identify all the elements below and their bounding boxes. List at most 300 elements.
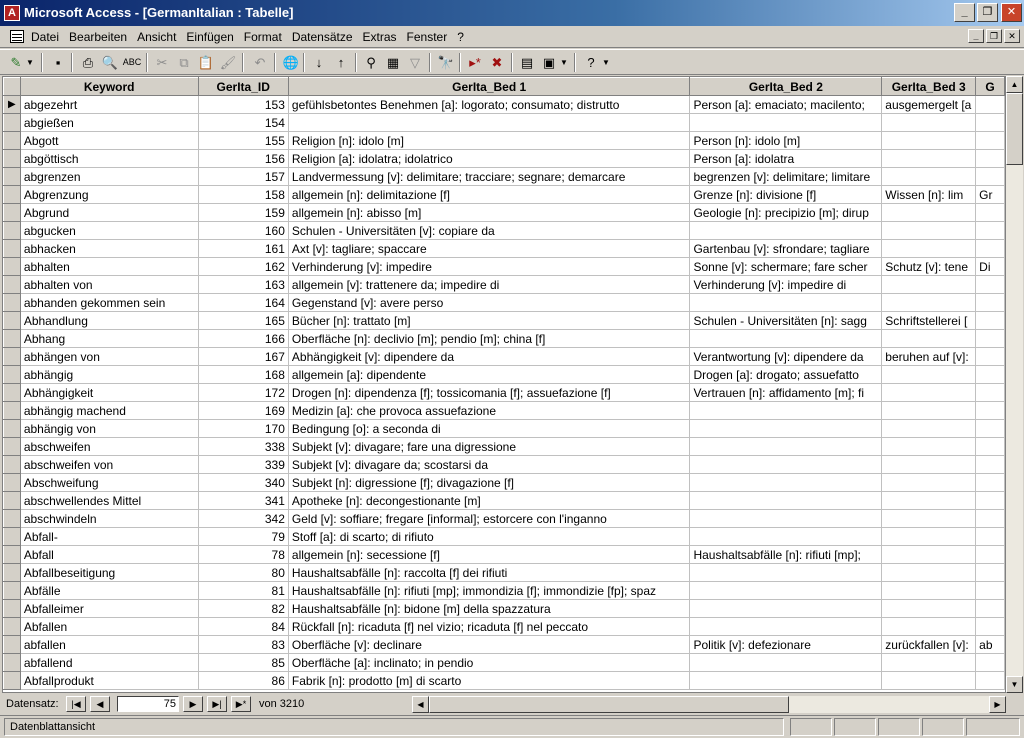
record-selector[interactable] [4, 456, 21, 474]
column-header[interactable]: GerIta_Bed 3 [882, 78, 976, 96]
find-icon[interactable]: 🔭 [437, 55, 455, 70]
record-selector[interactable] [4, 600, 21, 618]
record-selector[interactable] [4, 654, 21, 672]
table-cell[interactable]: Sonne [v]: schermare; fare scher [690, 258, 882, 276]
table-cell[interactable]: beruhen auf [v]: [882, 348, 976, 366]
table-row[interactable] [4, 528, 1005, 546]
table-cell[interactable] [882, 654, 976, 672]
first-record-icon[interactable]: |◀ [66, 696, 86, 712]
table-cell[interactable]: Bücher [n]: trattato [m] [288, 312, 690, 330]
menu-extras[interactable]: Extras [362, 30, 397, 44]
table-cell[interactable]: Abgott [20, 132, 198, 150]
table-cell[interactable] [882, 384, 976, 402]
record-selector[interactable] [4, 132, 21, 150]
table-cell[interactable]: Verantwortung [v]: dipendere da [690, 348, 882, 366]
doc-minimize-button[interactable]: _ [968, 29, 984, 43]
table-cell[interactable] [976, 204, 1005, 222]
table-cell[interactable] [976, 114, 1005, 132]
table-cell[interactable]: 157 [198, 168, 288, 186]
table-cell[interactable]: Landvermessung [v]: delimitare; tracciare; segnare; demarcare [288, 168, 690, 186]
record-selector[interactable] [4, 150, 21, 168]
record-number-input[interactable]: 75 [117, 696, 179, 712]
table-cell[interactable]: Haushaltsabfälle [n]: raccolta [f] dei rifiuti [288, 564, 690, 582]
minimize-button[interactable]: _ [954, 3, 975, 22]
table-cell[interactable]: Haushaltsabfälle [n]: bidone [m] della spazzatura [288, 600, 690, 618]
table-cell[interactable] [882, 528, 976, 546]
table-cell[interactable] [976, 312, 1005, 330]
table-cell[interactable] [976, 420, 1005, 438]
table-cell[interactable]: Medizin [a]: che provoca assuefazione [288, 402, 690, 420]
table-cell[interactable] [976, 348, 1005, 366]
table-cell[interactable] [690, 582, 882, 600]
table-cell[interactable]: Person [a]: emaciato; macilento; [690, 96, 882, 114]
table-cell[interactable] [976, 96, 1005, 114]
table-cell[interactable]: Abfall [20, 546, 198, 564]
table-cell[interactable]: 82 [198, 600, 288, 618]
table-cell[interactable] [882, 114, 976, 132]
table-cell[interactable]: Rückfall [n]: ricaduta [f] nel vizio; ricaduta [f] nel peccato [288, 618, 690, 636]
doc-restore-button[interactable]: ❐ [986, 29, 1002, 43]
menu-fenster[interactable]: Fenster [406, 30, 448, 44]
table-cell[interactable]: 164 [198, 294, 288, 312]
last-record-icon[interactable]: ▶| [207, 696, 227, 712]
table-cell[interactable]: abgezehrt [20, 96, 198, 114]
table-cell[interactable] [976, 366, 1005, 384]
table-cell[interactable] [882, 294, 976, 312]
table-cell[interactable]: 167 [198, 348, 288, 366]
table-cell[interactable] [882, 564, 976, 582]
table-cell[interactable]: Abgrenzung [20, 186, 198, 204]
table-cell[interactable] [882, 618, 976, 636]
table-cell[interactable]: Apotheke [n]: decongestionante [m] [288, 492, 690, 510]
menu-bearbeiten[interactable]: Bearbeiten [69, 30, 128, 44]
table-cell[interactable]: 86 [198, 672, 288, 690]
scroll-down-icon[interactable]: ▼ [1006, 676, 1023, 693]
cut-icon[interactable]: ✂ [156, 55, 168, 70]
record-selector[interactable] [4, 618, 21, 636]
table-cell[interactable]: Vertrauen [n]: affidamento [m]; fi [690, 384, 882, 402]
table-cell[interactable]: Abhang [20, 330, 198, 348]
table-cell[interactable] [976, 384, 1005, 402]
table-row[interactable] [4, 186, 1005, 204]
table-cell[interactable]: 158 [198, 186, 288, 204]
table-cell[interactable]: Stoff [a]: di scarto; di rifiuto [288, 528, 690, 546]
menu-format[interactable]: Format [243, 30, 282, 44]
table-cell[interactable]: Di [976, 258, 1005, 276]
table-cell[interactable]: Politik [v]: defezionare [690, 636, 882, 654]
menu-einfügen[interactable]: Einfügen [186, 30, 234, 44]
table-cell[interactable]: abschwellendes Mittel [20, 492, 198, 510]
table-cell[interactable]: Abhängigkeit [20, 384, 198, 402]
table-cell[interactable]: abhängen von [20, 348, 198, 366]
new-object-icon[interactable]: ▣ [542, 55, 556, 70]
table-cell[interactable]: ausgemergelt [a [882, 96, 976, 114]
print-icon[interactable]: ⎙ [82, 55, 94, 70]
format-painter-icon[interactable]: 🖌 [219, 55, 237, 70]
table-cell[interactable]: Abhängigkeit [v]: dipendere da [288, 348, 690, 366]
record-selector[interactable] [4, 348, 21, 366]
table-row[interactable] [4, 456, 1005, 474]
table-cell[interactable]: 166 [198, 330, 288, 348]
table-cell[interactable]: Schulen - Universitäten [n]: sagg [690, 312, 882, 330]
table-cell[interactable]: 338 [198, 438, 288, 456]
table-cell[interactable]: 154 [198, 114, 288, 132]
table-cell[interactable] [976, 672, 1005, 690]
table-cell[interactable]: Abfalleimer [20, 600, 198, 618]
previous-record-icon[interactable]: ◀ [90, 696, 110, 712]
table-row[interactable] [4, 582, 1005, 600]
table-cell[interactable]: abhängig machend [20, 402, 198, 420]
table-row[interactable] [4, 294, 1005, 312]
table-cell[interactable]: Oberfläche [v]: declinare [288, 636, 690, 654]
record-selector[interactable] [4, 402, 21, 420]
apply-filter-icon[interactable]: ▽ [410, 55, 420, 70]
table-cell[interactable] [976, 510, 1005, 528]
doc-close-button[interactable]: ✕ [1004, 29, 1020, 43]
table-cell[interactable]: Abfallprodukt [20, 672, 198, 690]
table-cell[interactable]: 342 [198, 510, 288, 528]
undo-icon[interactable]: ↶ [254, 55, 266, 70]
table-cell[interactable]: Gr [976, 186, 1005, 204]
table-cell[interactable]: Person [a]: idolatra [690, 150, 882, 168]
table-cell[interactable]: Fabrik [n]: prodotto [m] di scarto [288, 672, 690, 690]
new-record-nav-icon[interactable]: ▶* [231, 696, 251, 712]
table-cell[interactable] [690, 600, 882, 618]
table-cell[interactable] [882, 168, 976, 186]
table-cell[interactable] [976, 456, 1005, 474]
table-row[interactable] [4, 204, 1005, 222]
table-cell[interactable] [976, 492, 1005, 510]
column-header[interactable]: GerIta_Bed 2 [690, 78, 882, 96]
table-cell[interactable]: Gegenstand [v]: avere perso [288, 294, 690, 312]
table-cell[interactable] [690, 114, 882, 132]
table-cell[interactable]: Gartenbau [v]: sfrondare; tagliare [690, 240, 882, 258]
table-cell[interactable] [976, 528, 1005, 546]
table-cell[interactable] [690, 420, 882, 438]
new-record-icon[interactable]: ▸* [469, 55, 481, 70]
table-cell[interactable] [976, 474, 1005, 492]
table-row[interactable] [4, 618, 1005, 636]
menu-datei[interactable]: Datei [31, 30, 60, 44]
table-row[interactable] [4, 276, 1005, 294]
delete-record-icon[interactable]: ✖ [491, 55, 503, 70]
table-cell[interactable] [882, 600, 976, 618]
table-cell[interactable]: Abhandlung [20, 312, 198, 330]
record-selector[interactable] [4, 294, 21, 312]
table-cell[interactable]: abhacken [20, 240, 198, 258]
table-cell[interactable] [690, 564, 882, 582]
table-cell[interactable]: Abfallbeseitigung [20, 564, 198, 582]
column-header[interactable]: GerIta_ID [198, 78, 288, 96]
table-cell[interactable]: Verhinderung [v]: impedire di [690, 276, 882, 294]
column-header[interactable]: G [976, 78, 1005, 96]
record-selector[interactable] [4, 492, 21, 510]
table-cell[interactable] [976, 222, 1005, 240]
record-selector[interactable] [4, 366, 21, 384]
maximize-button[interactable]: ❐ [977, 3, 998, 22]
new-object-dropdown-icon[interactable]: ▼ [560, 58, 568, 67]
scroll-left-icon[interactable]: ◀ [412, 696, 429, 713]
table-row[interactable] [4, 402, 1005, 420]
table-cell[interactable] [882, 474, 976, 492]
table-cell[interactable]: Wissen [n]: lim [882, 186, 976, 204]
table-cell[interactable]: abgrenzen [20, 168, 198, 186]
table-cell[interactable] [882, 546, 976, 564]
close-button[interactable]: ✕ [1001, 3, 1022, 22]
record-selector[interactable] [4, 186, 21, 204]
horizontal-scrollbar[interactable] [412, 696, 1006, 713]
record-selector[interactable] [4, 240, 21, 258]
vertical-scroll-thumb[interactable] [1006, 93, 1023, 165]
table-cell[interactable] [882, 276, 976, 294]
table-row[interactable] [4, 654, 1005, 672]
table-cell[interactable]: 84 [198, 618, 288, 636]
table-cell[interactable] [976, 600, 1005, 618]
table-row[interactable] [4, 96, 1005, 114]
table-cell[interactable]: Subjekt [v]: divagare da; scostarsi da [288, 456, 690, 474]
table-row[interactable] [4, 492, 1005, 510]
table-cell[interactable] [976, 294, 1005, 312]
sort-descending-icon[interactable]: ↑ [337, 55, 345, 70]
print-preview-icon[interactable]: 🔍 [101, 55, 119, 70]
table-cell[interactable]: 170 [198, 420, 288, 438]
record-selector[interactable] [4, 384, 21, 402]
record-selector[interactable] [4, 546, 21, 564]
table-cell[interactable]: abschweifen [20, 438, 198, 456]
table-cell[interactable]: begrenzen [v]: delimitare; limitare [690, 168, 882, 186]
record-selector[interactable] [4, 168, 21, 186]
table-cell[interactable]: Haushaltsabfälle [n]: rifiuti [mp]; [690, 546, 882, 564]
table-cell[interactable] [976, 276, 1005, 294]
table-cell[interactable]: allgemein [n]: delimitazione [f] [288, 186, 690, 204]
table-cell[interactable]: Religion [n]: idolo [m] [288, 132, 690, 150]
column-header[interactable]: GerIta_Bed 1 [288, 78, 690, 96]
record-selector[interactable]: ▶ [4, 96, 21, 114]
table-cell[interactable] [976, 168, 1005, 186]
record-selector[interactable] [4, 474, 21, 492]
record-selector[interactable] [4, 258, 21, 276]
table-row[interactable] [4, 168, 1005, 186]
database-window-icon[interactable]: ▤ [520, 55, 534, 70]
table-cell[interactable]: 160 [198, 222, 288, 240]
table-cell[interactable]: Axt [v]: tagliare; spaccare [288, 240, 690, 258]
table-cell[interactable]: Abfallen [20, 618, 198, 636]
spelling-icon[interactable]: ABC [122, 57, 142, 67]
table-cell[interactable]: 79 [198, 528, 288, 546]
vertical-scrollbar[interactable] [1006, 76, 1023, 693]
table-cell[interactable]: abfallen [20, 636, 198, 654]
table-row[interactable] [4, 222, 1005, 240]
hyperlink-icon[interactable]: 🌐 [282, 55, 300, 70]
table-cell[interactable]: abhalten von [20, 276, 198, 294]
menu-help[interactable]: ? [457, 30, 464, 44]
table-cell[interactable] [690, 510, 882, 528]
table-cell[interactable]: Schriftstellerei [ [882, 312, 976, 330]
table-cell[interactable] [690, 492, 882, 510]
table-cell[interactable] [690, 618, 882, 636]
horizontal-scroll-thumb[interactable] [429, 696, 789, 713]
access-key-icon[interactable]: A [4, 5, 20, 21]
table-cell[interactable] [882, 438, 976, 456]
table-cell[interactable] [690, 528, 882, 546]
record-selector[interactable] [4, 330, 21, 348]
table-cell[interactable]: 172 [198, 384, 288, 402]
table-cell[interactable]: 169 [198, 402, 288, 420]
table-cell[interactable]: 161 [198, 240, 288, 258]
table-cell[interactable] [976, 546, 1005, 564]
table-cell[interactable] [976, 402, 1005, 420]
scroll-right-icon[interactable]: ▶ [989, 696, 1006, 713]
table-cell[interactable]: 168 [198, 366, 288, 384]
table-cell[interactable]: 163 [198, 276, 288, 294]
table-cell[interactable]: 340 [198, 474, 288, 492]
table-row[interactable] [4, 330, 1005, 348]
next-record-icon[interactable]: ▶ [183, 696, 203, 712]
table-cell[interactable] [976, 240, 1005, 258]
paste-icon[interactable]: 📋 [197, 55, 215, 70]
table-cell[interactable]: abschwindeln [20, 510, 198, 528]
table-cell[interactable]: Grenze [n]: divisione [f] [690, 186, 882, 204]
table-cell[interactable] [882, 204, 976, 222]
table-cell[interactable]: Abfälle [20, 582, 198, 600]
datasheet-icon[interactable] [10, 30, 24, 43]
copy-icon[interactable]: ⧉ [179, 55, 189, 70]
table-row[interactable] [4, 636, 1005, 654]
record-selector[interactable] [4, 204, 21, 222]
table-cell[interactable] [882, 492, 976, 510]
table-cell[interactable]: Abschweifung [20, 474, 198, 492]
table-cell[interactable]: abhanden gekommen sein [20, 294, 198, 312]
table-cell[interactable] [976, 132, 1005, 150]
filter-by-selection-icon[interactable]: ⚲ [366, 55, 376, 70]
record-selector[interactable] [4, 420, 21, 438]
table-cell[interactable]: zurückfallen [v]: [882, 636, 976, 654]
table-cell[interactable]: 155 [198, 132, 288, 150]
table-cell[interactable] [690, 456, 882, 474]
table-cell[interactable]: Oberfläche [n]: declivio [m]; pendio [m]; china [f] [288, 330, 690, 348]
table-cell[interactable] [690, 672, 882, 690]
table-cell[interactable]: allgemein [n]: abisso [m] [288, 204, 690, 222]
table-cell[interactable] [690, 654, 882, 672]
record-selector[interactable] [4, 114, 21, 132]
table-cell[interactable] [690, 402, 882, 420]
select-all-corner[interactable] [4, 78, 21, 96]
table-row[interactable] [4, 258, 1005, 276]
table-cell[interactable] [690, 438, 882, 456]
table-row[interactable] [4, 546, 1005, 564]
table-cell[interactable]: Abgrund [20, 204, 198, 222]
table-cell[interactable] [882, 510, 976, 528]
view-design-icon[interactable]: ✎ [10, 55, 22, 70]
table-cell[interactable]: 162 [198, 258, 288, 276]
help-dropdown-icon[interactable]: ▼ [602, 58, 610, 67]
table-cell[interactable]: abgöttisch [20, 150, 198, 168]
filter-by-form-icon[interactable]: ▦ [386, 55, 400, 70]
table-cell[interactable]: allgemein [a]: dipendente [288, 366, 690, 384]
table-cell[interactable] [690, 474, 882, 492]
table-cell[interactable]: abhängig von [20, 420, 198, 438]
table-cell[interactable] [288, 114, 690, 132]
table-cell[interactable]: Geologie [n]: precipizio [m]; dirup [690, 204, 882, 222]
table-cell[interactable] [882, 222, 976, 240]
table-cell[interactable] [976, 654, 1005, 672]
sort-ascending-icon[interactable]: ↓ [315, 55, 323, 70]
table-cell[interactable] [690, 294, 882, 312]
record-selector[interactable] [4, 222, 21, 240]
table-cell[interactable]: Drogen [n]: dipendenza [f]; tossicomania [f]; assuefazione [f] [288, 384, 690, 402]
table-row[interactable] [4, 150, 1005, 168]
table-cell[interactable]: Bedingung [o]: a seconda di [288, 420, 690, 438]
help-icon[interactable]: ? [587, 55, 595, 70]
table-row[interactable] [4, 474, 1005, 492]
save-icon[interactable]: ▪ [55, 55, 61, 70]
table-cell[interactable]: 78 [198, 546, 288, 564]
table-row[interactable] [4, 384, 1005, 402]
table-cell[interactable]: 341 [198, 492, 288, 510]
table-cell[interactable]: Schutz [v]: tene [882, 258, 976, 276]
table-cell[interactable]: 83 [198, 636, 288, 654]
table-cell[interactable]: 81 [198, 582, 288, 600]
record-selector[interactable] [4, 312, 21, 330]
table-cell[interactable]: allgemein [n]: secessione [f] [288, 546, 690, 564]
scroll-up-icon[interactable]: ▲ [1006, 76, 1023, 93]
table-cell[interactable]: 85 [198, 654, 288, 672]
table-cell[interactable]: abschweifen von [20, 456, 198, 474]
table-row[interactable] [4, 672, 1005, 690]
table-cell[interactable] [882, 150, 976, 168]
table-row[interactable] [4, 438, 1005, 456]
table-cell[interactable]: gefühlsbetontes Benehmen [a]: logorato; consumato; distrutto [288, 96, 690, 114]
table-cell[interactable]: 156 [198, 150, 288, 168]
table-cell[interactable]: Geld [v]: soffiare; fregare [informal]; estorcere con l'inganno [288, 510, 690, 528]
table-row[interactable] [4, 564, 1005, 582]
record-selector[interactable] [4, 438, 21, 456]
table-cell[interactable]: 153 [198, 96, 288, 114]
table-cell[interactable] [882, 240, 976, 258]
table-cell[interactable] [690, 222, 882, 240]
view-dropdown-icon[interactable]: ▼ [26, 58, 34, 67]
table-cell[interactable]: allgemein [v]: trattenere da; impedire di [288, 276, 690, 294]
table-cell[interactable]: 159 [198, 204, 288, 222]
column-header[interactable]: Keyword [20, 78, 198, 96]
table-cell[interactable]: 80 [198, 564, 288, 582]
table-cell[interactable]: abhängig [20, 366, 198, 384]
table-row[interactable] [4, 420, 1005, 438]
table-cell[interactable] [882, 402, 976, 420]
table-row[interactable] [4, 240, 1005, 258]
record-selector[interactable] [4, 672, 21, 690]
table-cell[interactable]: Drogen [a]: drogato; assuefatto [690, 366, 882, 384]
record-selector[interactable] [4, 276, 21, 294]
table-cell[interactable] [976, 330, 1005, 348]
table-cell[interactable] [882, 582, 976, 600]
table-cell[interactable]: abgucken [20, 222, 198, 240]
table-cell[interactable]: Subjekt [n]: digressione [f]; divagazione [f] [288, 474, 690, 492]
table-row[interactable] [4, 348, 1005, 366]
record-selector[interactable] [4, 564, 21, 582]
record-selector[interactable] [4, 510, 21, 528]
record-selector[interactable] [4, 582, 21, 600]
table-cell[interactable]: 165 [198, 312, 288, 330]
menu-ansicht[interactable]: Ansicht [137, 30, 177, 44]
table-cell[interactable]: Subjekt [v]: divagare; fare una digressione [288, 438, 690, 456]
table-cell[interactable]: abgießen [20, 114, 198, 132]
table-cell[interactable]: Haushaltsabfälle [n]: rifiuti [mp]; immondizia [f]; immondizie [fp]; spaz [288, 582, 690, 600]
table-cell[interactable]: 339 [198, 456, 288, 474]
table-cell[interactable] [976, 150, 1005, 168]
table-cell[interactable]: Abfall- [20, 528, 198, 546]
table-cell[interactable] [976, 564, 1005, 582]
